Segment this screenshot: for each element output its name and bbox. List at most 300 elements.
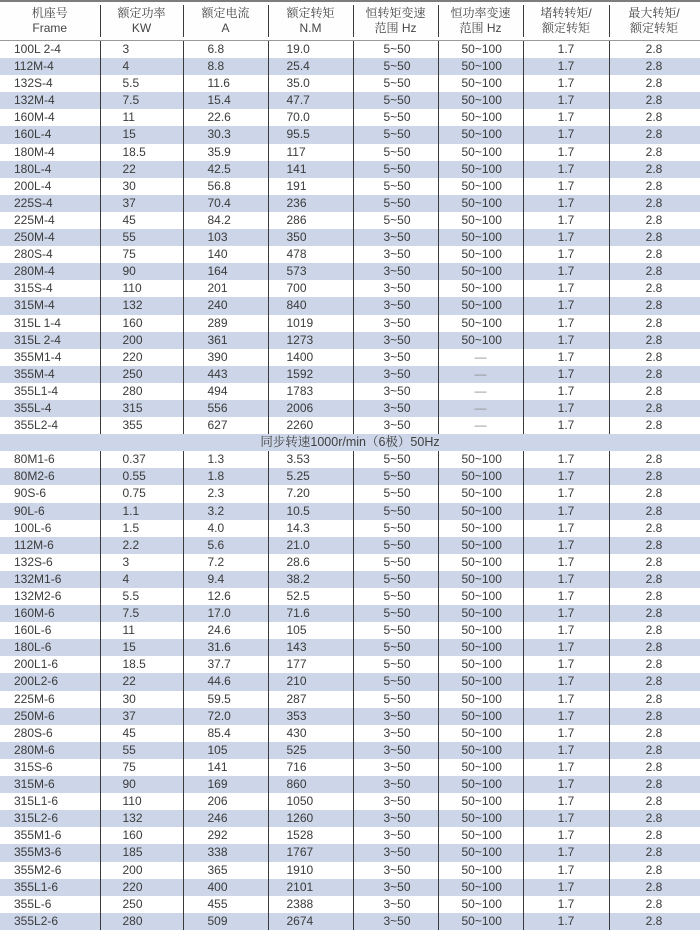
rated-current-cell: 206 — [184, 793, 269, 810]
table-row — [0, 468, 700, 485]
locked-rotor-torque-ratio-cell: 1.7 — [524, 263, 610, 280]
constant-torque-range-cell: 5~50 — [354, 622, 439, 639]
constant-torque-range-cell: 3~50 — [354, 246, 439, 263]
col-header-rated-power — [101, 5, 184, 37]
rated-power-cell: 315 — [101, 400, 184, 417]
rated-torque-cell: 2101 — [269, 879, 354, 896]
rated-torque-cell: 860 — [269, 776, 354, 793]
locked-rotor-torque-ratio-cell: 1.7 — [524, 41, 610, 58]
max-torque-ratio-cell: 2.8 — [645, 862, 663, 877]
max-torque-ratio-cell: 2.8 — [645, 349, 663, 364]
table-row — [0, 571, 700, 588]
rated-power-cell: 15 — [101, 126, 184, 143]
table-row — [0, 246, 700, 263]
max-torque-ratio-cell: 2.8 — [645, 127, 663, 142]
rated-torque-cell: 19.0 — [269, 41, 354, 58]
col-header-frame-cn: 机座号 — [31, 6, 68, 20]
constant-torque-range-cell: 3~50 — [354, 280, 439, 297]
rated-current-cell: 84.2 — [184, 212, 269, 229]
table-row — [0, 520, 700, 537]
constant-torque-range-cell: 3~50 — [354, 810, 439, 827]
rated-current-cell: 24.6 — [184, 622, 269, 639]
constant-power-range-cell: 50~100 — [439, 92, 524, 109]
frame-cell: 160L-6 — [0, 622, 101, 639]
section-banner: 同步转速1000r/min（6极）50Hz — [0, 434, 700, 451]
constant-power-range-cell: 50~100 — [439, 468, 524, 485]
max-torque-ratio-cell: 2.8 — [645, 161, 663, 176]
rated-torque-cell: 1273 — [269, 332, 354, 349]
max-torque-ratio-cell: 2.8 — [645, 554, 663, 569]
rated-current-cell: 22.6 — [184, 109, 269, 126]
rated-power-cell: 250 — [101, 366, 184, 383]
table-row — [0, 622, 700, 639]
max-torque-ratio-cell: 2.8 — [645, 59, 663, 74]
col-header-max-torque-ratio-line2: 额定转矩 — [629, 21, 678, 35]
frame-cell: 280S-4 — [0, 246, 101, 263]
rated-power-cell: 55 — [101, 229, 184, 246]
table-row — [0, 417, 700, 434]
table-row — [0, 913, 700, 930]
locked-rotor-torque-ratio-cell: 1.7 — [524, 144, 610, 161]
locked-rotor-torque-ratio-cell: 1.7 — [524, 691, 610, 708]
col-header-rated-current-cn: 额定电流 — [201, 6, 250, 20]
rated-torque-cell: 1783 — [269, 383, 354, 400]
col-header-frame — [0, 5, 101, 37]
locked-rotor-torque-ratio-cell: 1.7 — [524, 315, 610, 332]
locked-rotor-torque-ratio-cell: 1.7 — [524, 554, 610, 571]
rated-power-cell: 4 — [101, 571, 184, 588]
rated-current-cell: 338 — [184, 844, 269, 861]
constant-torque-range-cell: 5~50 — [354, 571, 439, 588]
col-header-rated-current-unit: A — [221, 21, 230, 35]
frame-cell: 355L1-6 — [0, 879, 101, 896]
frame-cell: 132S-4 — [0, 75, 101, 92]
col-header-rated-current — [184, 5, 269, 37]
locked-rotor-torque-ratio-cell: 1.7 — [524, 161, 610, 178]
rated-torque-cell: 28.6 — [269, 554, 354, 571]
max-torque-ratio-cell: 2.8 — [645, 537, 663, 552]
table-row — [0, 400, 700, 417]
table-row — [0, 862, 700, 879]
rated-power-cell: 7.5 — [101, 605, 184, 622]
max-torque-ratio-cell: 2.8 — [645, 708, 663, 723]
constant-torque-range-cell: 5~50 — [354, 109, 439, 126]
constant-power-range-cell: 50~100 — [439, 656, 524, 673]
locked-rotor-torque-ratio-cell: 1.7 — [524, 58, 610, 75]
constant-torque-range-cell: 3~50 — [354, 827, 439, 844]
max-torque-ratio-cell: 2.8 — [645, 298, 663, 313]
max-torque-ratio-cell: 2.8 — [645, 589, 663, 603]
rated-power-cell: 280 — [101, 913, 184, 930]
table-row — [0, 178, 700, 195]
table-row — [0, 776, 700, 793]
frame-cell: 132M1-6 — [0, 571, 101, 588]
constant-power-range-cell: 50~100 — [439, 742, 524, 759]
locked-rotor-torque-ratio-cell: 1.7 — [524, 656, 610, 673]
constant-power-range-cell: 50~100 — [439, 212, 524, 229]
max-torque-ratio-cell: 2.8 — [645, 195, 663, 210]
constant-torque-range-cell: 3~50 — [354, 725, 439, 742]
rated-power-cell: 355 — [101, 417, 184, 434]
max-torque-ratio-cell: 2.8 — [645, 366, 663, 381]
rated-current-cell: 1.3 — [184, 451, 269, 468]
max-torque-ratio-cell: 2.8 — [645, 315, 663, 330]
constant-power-range-cell: 50~100 — [439, 41, 524, 58]
constant-power-range-cell: 50~100 — [439, 263, 524, 280]
rated-torque-cell: 700 — [269, 280, 354, 297]
rated-power-cell: 90 — [101, 263, 184, 280]
rated-power-cell: 220 — [101, 349, 184, 366]
max-torque-ratio-cell: 2.8 — [645, 674, 663, 689]
constant-power-range-cell: 50~100 — [439, 178, 524, 195]
max-torque-ratio-cell: 2.8 — [645, 212, 663, 227]
table-row — [0, 879, 700, 896]
rated-current-cell: 4.0 — [184, 520, 269, 537]
table-row — [0, 537, 700, 554]
table-row — [0, 92, 700, 109]
table-row — [0, 605, 700, 622]
constant-torque-range-cell: 5~50 — [354, 485, 439, 502]
rated-torque-cell: 840 — [269, 297, 354, 314]
frame-cell: 315S-4 — [0, 280, 101, 297]
locked-rotor-torque-ratio-cell: 1.7 — [524, 793, 610, 810]
constant-torque-range-cell: 5~50 — [354, 639, 439, 656]
rated-current-cell: 56.8 — [184, 178, 269, 195]
constant-torque-range-cell: 5~50 — [354, 58, 439, 75]
max-torque-ratio-cell: 2.8 — [645, 110, 663, 125]
constant-torque-range-cell: 5~50 — [354, 605, 439, 622]
locked-rotor-torque-ratio-cell: 1.7 — [524, 896, 610, 913]
rated-power-cell: 3 — [101, 41, 184, 58]
rated-torque-cell: 47.7 — [269, 92, 354, 109]
col-header-constant-power-range-cn: 恒功率变速 — [450, 6, 511, 20]
rated-current-cell: 292 — [184, 827, 269, 844]
rated-current-cell: 164 — [184, 263, 269, 280]
table-row — [0, 725, 700, 742]
constant-torque-range-cell: 3~50 — [354, 742, 439, 759]
rated-torque-cell: 105 — [269, 622, 354, 639]
rated-current-cell: 105 — [184, 742, 269, 759]
table-row — [0, 810, 700, 827]
max-torque-ratio-cell: 2.8 — [645, 913, 663, 928]
locked-rotor-torque-ratio-cell: 1.7 — [524, 588, 610, 605]
rated-torque-cell: 7.20 — [269, 485, 354, 502]
constant-power-range-cell: 50~100 — [439, 708, 524, 725]
rated-torque-cell: 573 — [269, 263, 354, 280]
frame-cell: 280M-4 — [0, 263, 101, 280]
frame-cell: 280S-6 — [0, 725, 101, 742]
rated-current-cell: 3.2 — [184, 503, 269, 520]
table-row — [0, 75, 700, 92]
frame-cell: 280M-6 — [0, 742, 101, 759]
constant-torque-range-cell: 3~50 — [354, 383, 439, 400]
rated-power-cell: 132 — [101, 810, 184, 827]
frame-cell: 132S-6 — [0, 554, 101, 571]
locked-rotor-torque-ratio-cell: 1.7 — [524, 810, 610, 827]
col-header-frame-en: Frame — [32, 21, 68, 35]
rated-current-cell: 240 — [184, 297, 269, 314]
constant-power-range-cell: 50~100 — [439, 246, 524, 263]
rated-current-cell: 6.8 — [184, 41, 269, 58]
rated-power-cell: 280 — [101, 383, 184, 400]
table-row — [0, 554, 700, 571]
rated-torque-cell: 1400 — [269, 349, 354, 366]
constant-power-range-cell: 50~100 — [439, 297, 524, 314]
table-row — [0, 742, 700, 759]
table-row — [0, 144, 700, 161]
constant-power-range-cell: 50~100 — [439, 332, 524, 349]
max-torque-ratio-cell: 2.8 — [645, 400, 663, 415]
constant-torque-range-cell: 3~50 — [354, 879, 439, 896]
max-torque-ratio-cell: 2.8 — [645, 230, 663, 245]
constant-torque-range-cell: 3~50 — [354, 844, 439, 861]
frame-cell: 315L 2-4 — [0, 332, 101, 349]
frame-cell: 160L-4 — [0, 126, 101, 143]
constant-torque-range-cell: 5~50 — [354, 75, 439, 92]
rated-current-cell: 365 — [184, 862, 269, 879]
constant-power-range-cell: 50~100 — [439, 622, 524, 639]
rated-current-cell: 1.8 — [184, 468, 269, 485]
constant-power-range-cell: 50~100 — [439, 605, 524, 622]
max-torque-ratio-cell: 2.8 — [645, 452, 663, 467]
rated-power-cell: 5.5 — [101, 75, 184, 92]
rated-current-cell: 11.6 — [184, 75, 269, 92]
frame-cell: 200L1-6 — [0, 656, 101, 673]
constant-power-range-cell: 50~100 — [439, 896, 524, 913]
rated-current-cell: 44.6 — [184, 673, 269, 690]
table-row — [0, 503, 700, 520]
table-row — [0, 212, 700, 229]
frame-cell: 132M2-6 — [0, 588, 101, 605]
constant-power-range-cell: — — [439, 383, 524, 400]
constant-torque-range-cell: 5~50 — [354, 144, 439, 161]
rated-power-cell: 55 — [101, 742, 184, 759]
frame-cell: 355L-6 — [0, 896, 101, 913]
frame-cell: 80M1-6 — [0, 451, 101, 468]
rated-torque-cell: 478 — [269, 246, 354, 263]
rated-power-cell: 7.5 — [101, 92, 184, 109]
rated-torque-cell: 14.3 — [269, 520, 354, 537]
constant-power-range-cell: — — [439, 349, 524, 366]
rated-torque-cell: 35.0 — [269, 75, 354, 92]
rated-power-cell: 37 — [101, 195, 184, 212]
table-row — [0, 280, 700, 297]
rated-current-cell: 140 — [184, 246, 269, 263]
constant-torque-range-cell: 3~50 — [354, 862, 439, 879]
frame-cell: 315L1-6 — [0, 793, 101, 810]
constant-power-range-cell: 50~100 — [439, 229, 524, 246]
locked-rotor-torque-ratio-cell: 1.7 — [524, 246, 610, 263]
locked-rotor-torque-ratio-cell: 1.7 — [524, 229, 610, 246]
constant-power-range-cell: 50~100 — [439, 844, 524, 861]
rated-torque-cell: 525 — [269, 742, 354, 759]
constant-torque-range-cell: 5~50 — [354, 554, 439, 571]
max-torque-ratio-cell: 2.8 — [645, 281, 663, 296]
constant-power-range-cell: 50~100 — [439, 879, 524, 896]
locked-rotor-torque-ratio-cell: 1.7 — [524, 178, 610, 195]
locked-rotor-torque-ratio-cell: 1.7 — [524, 212, 610, 229]
table-row — [0, 708, 700, 725]
max-torque-ratio-cell: 2.8 — [645, 247, 663, 262]
frame-cell: 225M-4 — [0, 212, 101, 229]
table-row — [0, 161, 700, 178]
constant-torque-range-cell: 3~50 — [354, 332, 439, 349]
locked-rotor-torque-ratio-cell: 1.7 — [524, 520, 610, 537]
constant-torque-range-cell: 3~50 — [354, 366, 439, 383]
constant-torque-range-cell: 3~50 — [354, 793, 439, 810]
frame-cell: 180M-4 — [0, 144, 101, 161]
constant-power-range-cell: — — [439, 366, 524, 383]
rated-torque-cell: 2674 — [269, 913, 354, 930]
rated-current-cell: 361 — [184, 332, 269, 349]
table-row — [0, 297, 700, 314]
rated-power-cell: 110 — [101, 793, 184, 810]
frame-cell: 200L-4 — [0, 178, 101, 195]
locked-rotor-torque-ratio-cell: 1.7 — [524, 468, 610, 485]
table-row — [0, 639, 700, 656]
col-header-rated-torque-cn: 额定转矩 — [286, 6, 335, 20]
locked-rotor-torque-ratio-cell: 1.7 — [524, 844, 610, 861]
rated-current-cell: 15.4 — [184, 92, 269, 109]
rated-current-cell: 103 — [184, 229, 269, 246]
frame-cell: 112M-4 — [0, 58, 101, 75]
max-torque-ratio-cell: 2.8 — [645, 178, 663, 193]
rated-torque-cell: 1767 — [269, 844, 354, 861]
rated-torque-cell: 287 — [269, 691, 354, 708]
constant-power-range-cell: 50~100 — [439, 588, 524, 605]
table-row — [0, 263, 700, 280]
max-torque-ratio-cell: 2.8 — [645, 332, 663, 347]
col-header-locked-rotor-torque-ratio — [524, 5, 610, 37]
table-row — [0, 315, 700, 332]
max-torque-ratio-cell: 2.8 — [645, 520, 663, 535]
frame-cell: 315L2-6 — [0, 810, 101, 827]
rated-torque-cell: 1910 — [269, 862, 354, 879]
rated-power-cell: 160 — [101, 827, 184, 844]
frame-cell: 225M-6 — [0, 691, 101, 708]
constant-power-range-cell: 50~100 — [439, 776, 524, 793]
table-row — [0, 656, 700, 673]
frame-cell: 90S-6 — [0, 485, 101, 502]
col-header-max-torque-ratio — [610, 5, 699, 37]
max-torque-ratio-cell: 2.8 — [645, 486, 663, 501]
rated-current-cell: 201 — [184, 280, 269, 297]
col-header-constant-torque-range-cn: 恒转矩变速 — [365, 6, 426, 20]
table-row — [0, 759, 700, 776]
rated-power-cell: 11 — [101, 109, 184, 126]
rated-current-cell: 455 — [184, 896, 269, 913]
constant-torque-range-cell: 5~50 — [354, 468, 439, 485]
locked-rotor-torque-ratio-cell: 1.7 — [524, 776, 610, 793]
rated-torque-cell: 286 — [269, 212, 354, 229]
table-row — [0, 673, 700, 690]
frame-cell: 80M2-6 — [0, 468, 101, 485]
rated-current-cell: 2.3 — [184, 485, 269, 502]
constant-torque-range-cell: 5~50 — [354, 178, 439, 195]
constant-torque-range-cell: 5~50 — [354, 451, 439, 468]
max-torque-ratio-cell: 2.8 — [645, 640, 663, 655]
frame-cell: 180L-4 — [0, 161, 101, 178]
table-row — [0, 691, 700, 708]
rated-current-cell: 42.5 — [184, 161, 269, 178]
rated-torque-cell: 716 — [269, 759, 354, 776]
locked-rotor-torque-ratio-cell: 1.7 — [524, 759, 610, 776]
locked-rotor-torque-ratio-cell: 1.7 — [524, 725, 610, 742]
frame-cell: 355L2-6 — [0, 913, 101, 930]
rated-power-cell: 0.55 — [101, 468, 184, 485]
locked-rotor-torque-ratio-cell: 1.7 — [524, 349, 610, 366]
constant-torque-range-cell: 5~50 — [354, 503, 439, 520]
rated-current-cell: 12.6 — [184, 588, 269, 605]
rated-torque-cell: 2006 — [269, 400, 354, 417]
frame-cell: 100L-6 — [0, 520, 101, 537]
rated-current-cell: 627 — [184, 417, 269, 434]
rated-torque-cell: 1050 — [269, 793, 354, 810]
constant-power-range-cell: 50~100 — [439, 161, 524, 178]
table-row — [0, 195, 700, 212]
constant-torque-range-cell: 5~50 — [354, 161, 439, 178]
rated-power-cell: 250 — [101, 896, 184, 913]
constant-power-range-cell: 50~100 — [439, 571, 524, 588]
rated-current-cell: 30.3 — [184, 126, 269, 143]
frame-cell: 160M-6 — [0, 605, 101, 622]
table-row — [0, 41, 700, 58]
rated-current-cell: 169 — [184, 776, 269, 793]
locked-rotor-torque-ratio-cell: 1.7 — [524, 126, 610, 143]
rated-power-cell: 2.2 — [101, 537, 184, 554]
frame-cell: 225S-4 — [0, 195, 101, 212]
locked-rotor-torque-ratio-cell: 1.7 — [524, 451, 610, 468]
max-torque-ratio-cell: 2.8 — [645, 623, 663, 638]
table-row — [0, 793, 700, 810]
locked-rotor-torque-ratio-cell: 1.7 — [524, 913, 610, 930]
max-torque-ratio-cell: 2.8 — [645, 606, 663, 621]
table-row — [0, 588, 700, 605]
constant-torque-range-cell: 3~50 — [354, 776, 439, 793]
table-row — [0, 896, 700, 913]
col-header-rated-power-unit: KW — [131, 21, 152, 35]
col-header-rated-torque — [269, 5, 354, 37]
locked-rotor-torque-ratio-cell: 1.7 — [524, 417, 610, 434]
frame-cell: 355L2-4 — [0, 417, 101, 434]
max-torque-ratio-cell: 2.8 — [645, 725, 663, 740]
rated-torque-cell: 141 — [269, 161, 354, 178]
rated-power-cell: 185 — [101, 844, 184, 861]
rated-power-cell: 132 — [101, 297, 184, 314]
constant-power-range-cell: 50~100 — [439, 503, 524, 520]
rated-torque-cell: 1592 — [269, 366, 354, 383]
locked-rotor-torque-ratio-cell: 1.7 — [524, 195, 610, 212]
max-torque-ratio-cell: 2.8 — [645, 828, 663, 843]
constant-power-range-cell: 50~100 — [439, 827, 524, 844]
rated-torque-cell: 1019 — [269, 315, 354, 332]
frame-cell: 355L1-4 — [0, 383, 101, 400]
rated-power-cell: 18.5 — [101, 656, 184, 673]
rated-torque-cell: 25.4 — [269, 58, 354, 75]
frame-cell: 355M2-6 — [0, 862, 101, 879]
locked-rotor-torque-ratio-cell: 1.7 — [524, 332, 610, 349]
frame-cell: 315M-4 — [0, 297, 101, 314]
frame-cell: 315S-6 — [0, 759, 101, 776]
rated-power-cell: 45 — [101, 725, 184, 742]
col-header-locked-rotor-torque-ratio-line1: 堵转转矩/ — [540, 6, 592, 20]
constant-power-range-cell: 50~100 — [439, 554, 524, 571]
locked-rotor-torque-ratio-cell: 1.7 — [524, 366, 610, 383]
locked-rotor-torque-ratio-cell: 1.7 — [524, 862, 610, 879]
rated-torque-cell: 2388 — [269, 896, 354, 913]
rated-torque-cell: 3.53 — [269, 451, 354, 468]
frame-cell: 160M-4 — [0, 109, 101, 126]
